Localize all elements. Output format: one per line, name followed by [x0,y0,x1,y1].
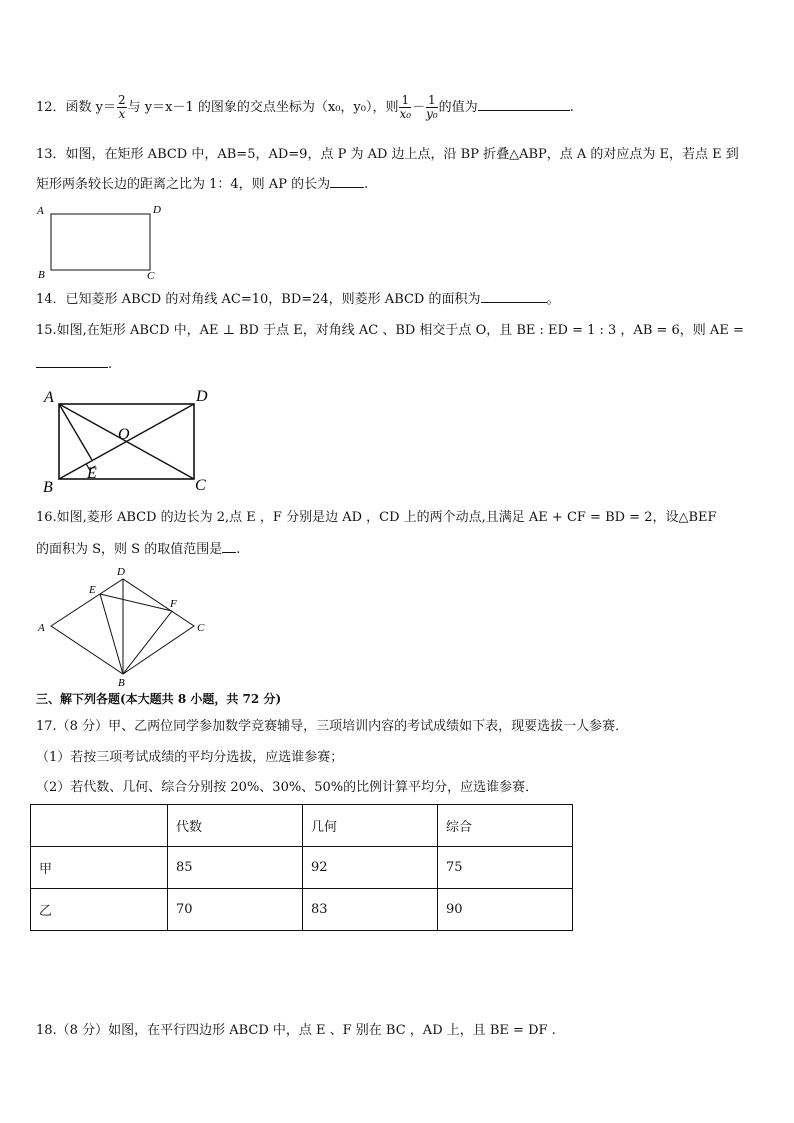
table-cell: 70 [168,889,303,931]
label-D: D [153,204,161,216]
rhombus-abcd-figure [34,562,214,688]
fraction-2-over-x: $\frac{2}{x}$ [118,93,126,121]
scores-table [30,804,573,931]
table-cell: 83 [303,889,438,931]
table-row [31,889,573,931]
question-14: 14．已知菱形 ABCD 的对角线 AC=10，BD=24，则菱形 ABCD 的面积为 。 [36,292,560,307]
q12-minus: － [412,100,426,115]
label-O: O [118,426,130,443]
label-C: C [197,622,205,634]
answer-blank [478,98,570,111]
fraction-1-over-x0: $\frac{1}{\text{x₀}}$ [399,93,412,121]
rectangle-diagonals-figure [38,382,218,494]
table-header-cell [31,805,168,847]
answer-blank [222,540,236,553]
label-B: B [43,479,53,494]
answer-blank [36,355,108,368]
label-D: D [117,566,125,578]
question-12: 12．函数 y＝ $\frac{2}{x}$ 与 y＝x－1 的图象的交点坐标为（x₀，y₀），则 $\frac{1}{\text{x₀}}$ － $\frac{1}{\text{y₀}}$ 的值为 . [36,93,574,121]
table-cell: 85 [168,847,303,889]
question-13-line1: 13．如图，在矩形 ABCD 中，AB=5，AD=9，点 P 为 AD 边上点，沿 BP 折叠△ABP，点 A 的对应点为 E，若点 E 到 [36,147,739,162]
rectangle-abcd-figure [34,200,174,282]
table-cell: 75 [438,847,573,889]
question-15-line1: 15.如图,在矩形 ABCD 中，AE ⊥ BD 于点 E，对角线 AC 、BD 相交于点 O，且 BE : ED = 1 : 3 ，AB = 6，则 AE = [36,323,744,338]
question-16-line1: 16.如图,菱形 ABCD 的边长为 2,点 E ，F 分别是边 AD ，CD 上的两个动点,且满足 AE + CF = BD = 2，设△BEF [36,510,717,525]
q12-prefix: 12．函数 y＝ [36,100,117,115]
question-17-part1: （1）若按三项考试成绩的平均分选拔，应选谁参赛； [36,750,344,765]
label-E: E [87,465,97,482]
answer-blank [330,175,364,188]
question-17-part2: （2）若代数、几何、综合分别按 20%、30%、50%的比例计算平均分，应选谁参赛． [36,780,539,795]
q12-suffix: 的值为 [438,100,478,115]
question-13-line2: 矩形两条较长边的距离之比为 1：4，则 AP 的长为 . [36,177,369,192]
question-16-line2: 的面积为 S，则 S 的取值范围是 . [36,542,241,557]
label-C: C [195,477,206,494]
label-F: F [170,598,177,610]
label-B: B [38,269,45,281]
table-cell: 92 [303,847,438,889]
label-D: D [196,388,208,405]
section-heading: 三、解下列各题(本大题共 8 小题，共 72 分) [36,692,282,706]
table-header-cell: 代数 [168,805,303,847]
table-header-cell: 综合 [438,805,573,847]
fraction-1-over-y0: $\frac{1}{\text{y₀}}$ [426,93,438,121]
label-A: A [38,622,45,634]
answer-blank [481,290,547,303]
question-15-line2: . [36,355,112,374]
table-cell: 90 [438,889,573,931]
table-header-cell: 几何 [303,805,438,847]
question-18: 18.（8 分）如图，在平行四边形 ABCD 中，点 E 、F 别在 BC ，AD 上，且 BE = DF . [36,1023,556,1038]
table-row [31,847,573,889]
table-header-row [31,805,573,847]
label-A: A [44,389,54,406]
q12-mid: 与 y＝x－1 的图象的交点坐标为（x₀，y₀），则 [127,100,399,115]
table-cell: 甲 [31,847,168,889]
label-B: B [118,677,125,688]
label-A: A [37,205,44,217]
table-cell: 乙 [31,889,168,931]
question-17-line1: 17.（8 分）甲、乙两位同学参加数学竞赛辅导，三项培训内容的考试成绩如下表，现要选拔一人参赛． [36,719,629,734]
label-C: C [147,270,155,282]
label-E: E [89,584,96,596]
